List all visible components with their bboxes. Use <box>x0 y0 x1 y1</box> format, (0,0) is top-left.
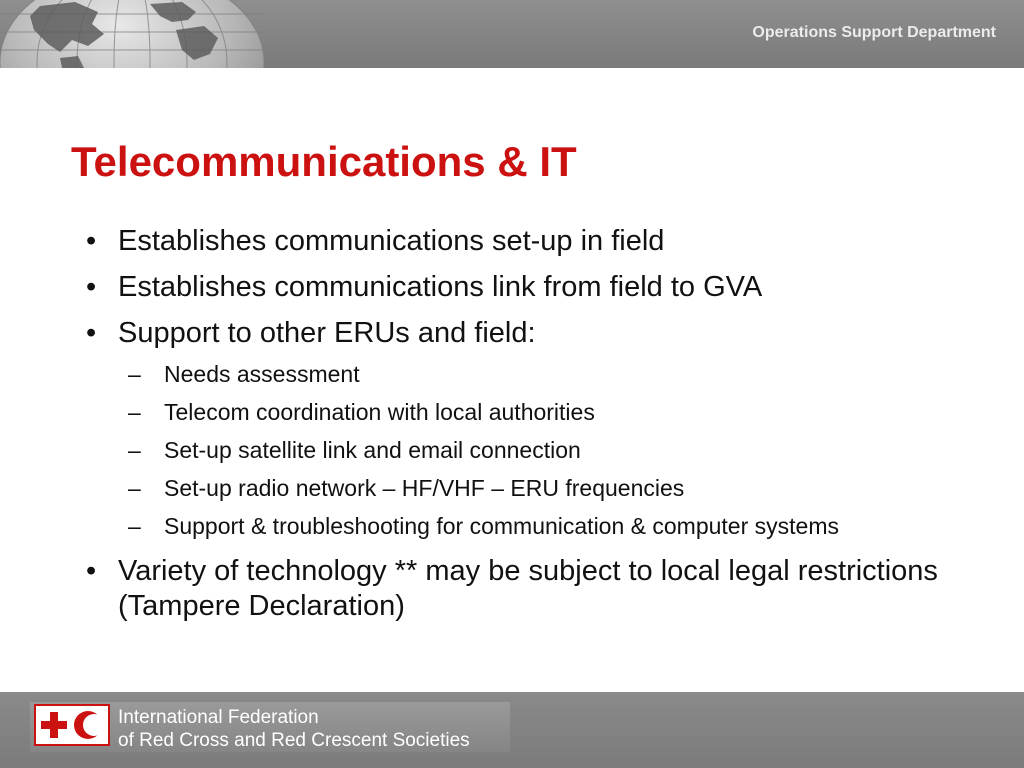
sub-bullet-text: Telecom coordination with local authorities <box>164 399 595 425</box>
sub-bullet-list <box>70 359 950 541</box>
sub-bullet-item <box>70 359 884 389</box>
bullet-marker: • <box>86 555 97 587</box>
sub-bullet-text: Support & troubleshooting for communication & computer systems <box>164 513 839 539</box>
bullet-item <box>70 554 950 624</box>
dash-marker: – <box>128 475 141 501</box>
dash-marker: – <box>128 513 141 539</box>
dash-marker: – <box>128 437 141 463</box>
bullet-item <box>70 224 950 259</box>
bullet-text: Establishes communications link from field to GVA <box>118 271 763 303</box>
sub-bullet-item <box>70 435 884 465</box>
globe-icon <box>0 0 270 68</box>
sub-bullet-item <box>70 473 884 503</box>
bullet-item <box>70 316 950 351</box>
bullet-marker: • <box>86 271 97 303</box>
sub-bullet-text: Needs assessment <box>164 361 360 387</box>
slide-title: Telecommunications & IT <box>71 138 577 185</box>
department-label: Operations Support Department <box>752 24 996 41</box>
emblem-graphic-icon <box>36 706 108 744</box>
sub-bullet-item <box>70 511 884 541</box>
footer-band <box>0 692 1024 768</box>
header-band <box>0 0 1024 68</box>
organization-name <box>118 706 470 752</box>
bullet-list <box>70 224 950 635</box>
bullet-text: Support to other ERUs and field: <box>118 317 536 349</box>
org-name-line1: International Federation <box>118 707 319 728</box>
sub-bullet-text: Set-up satellite link and email connection <box>164 437 581 463</box>
sub-bullet-text: Set-up radio network – HF/VHF – ERU frequencies <box>164 475 685 501</box>
dash-marker: – <box>128 361 141 387</box>
red-cross-red-crescent-emblem-icon <box>34 704 110 746</box>
bullet-text: Variety of technology ** may be subject to local legal restrictions (Tampere Declaration) <box>118 555 938 622</box>
bullet-text: Establishes communications set-up in field <box>118 225 665 257</box>
dash-marker: – <box>128 399 141 425</box>
org-name-line2: of Red Cross and Red Crescent Societies <box>118 730 470 751</box>
bullet-marker: • <box>86 317 97 349</box>
sub-bullet-item <box>70 397 884 427</box>
bullet-item <box>70 270 950 305</box>
bullet-marker: • <box>86 225 97 257</box>
